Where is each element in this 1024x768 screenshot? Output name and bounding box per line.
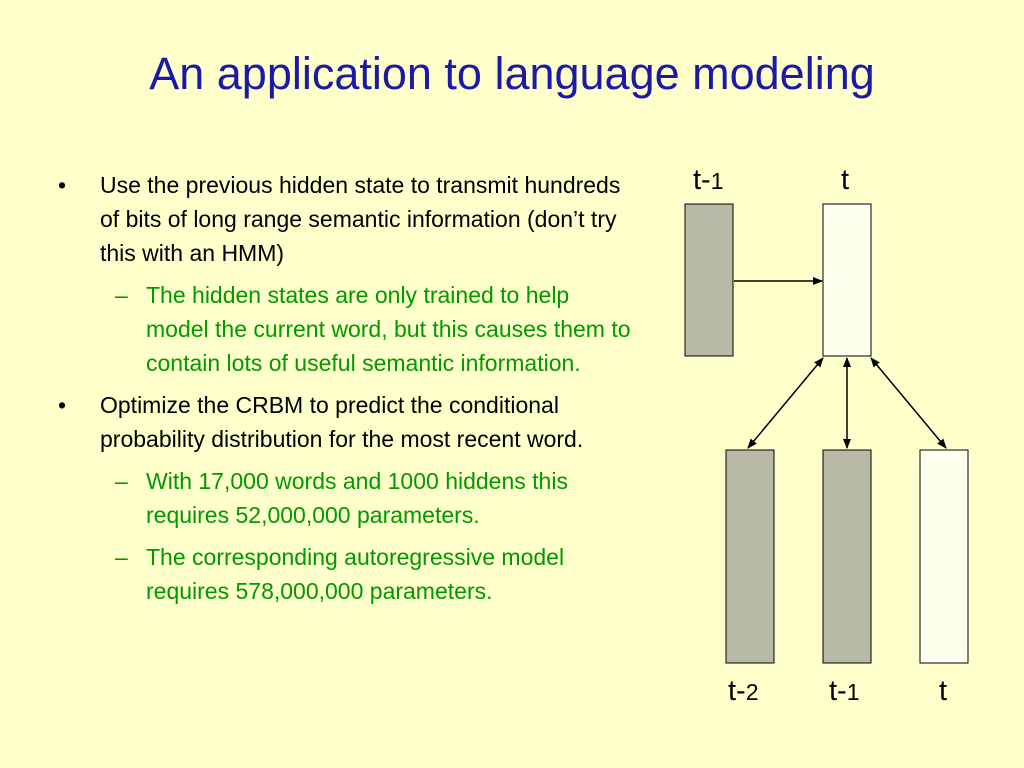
slide-title: An application to language modeling: [149, 48, 875, 99]
sub-bullet-text: With 17,000 words and 1000 hiddens this requires 52,000,000 parameters.: [146, 468, 568, 528]
hidden-unit-current: [823, 204, 871, 356]
sub-bullet-text: The corresponding autoregressive model requires 578,000,000 parameters.: [146, 544, 565, 604]
bullet-marker: •: [58, 172, 67, 198]
dash-marker: –: [115, 468, 128, 494]
label-visible-t-2: t-2: [728, 675, 759, 707]
dash-marker: –: [115, 544, 128, 570]
label-visible-t: t: [939, 675, 948, 707]
visible-unit-t-1: [823, 450, 871, 663]
bullet-text: Use the previous hidden state to transmit hundreds of bits of long range semantic information (don’t try this with an HMM): [100, 172, 621, 266]
bullet-marker: •: [58, 392, 67, 418]
visible-unit-t-2: [726, 450, 774, 663]
arrow-current-to-visible-t: [871, 358, 946, 448]
label-visible-t-1: t-1: [829, 675, 860, 707]
dash-marker: –: [115, 282, 128, 308]
sub-bullet-text: The hidden states are only trained to help model the current word, but this causes them to contain lots of useful semantic information.: [146, 282, 631, 376]
bullet-text: Optimize the CRBM to predict the conditional probability distribution for the most recent word.: [100, 392, 584, 452]
label-hidden-t-1: t-1: [693, 164, 724, 196]
hidden-unit-prev: [685, 204, 733, 356]
label-hidden-t: t: [841, 164, 850, 196]
visible-unit-t: [920, 450, 968, 663]
arrow-current-to-visible-t-2: [748, 358, 823, 448]
